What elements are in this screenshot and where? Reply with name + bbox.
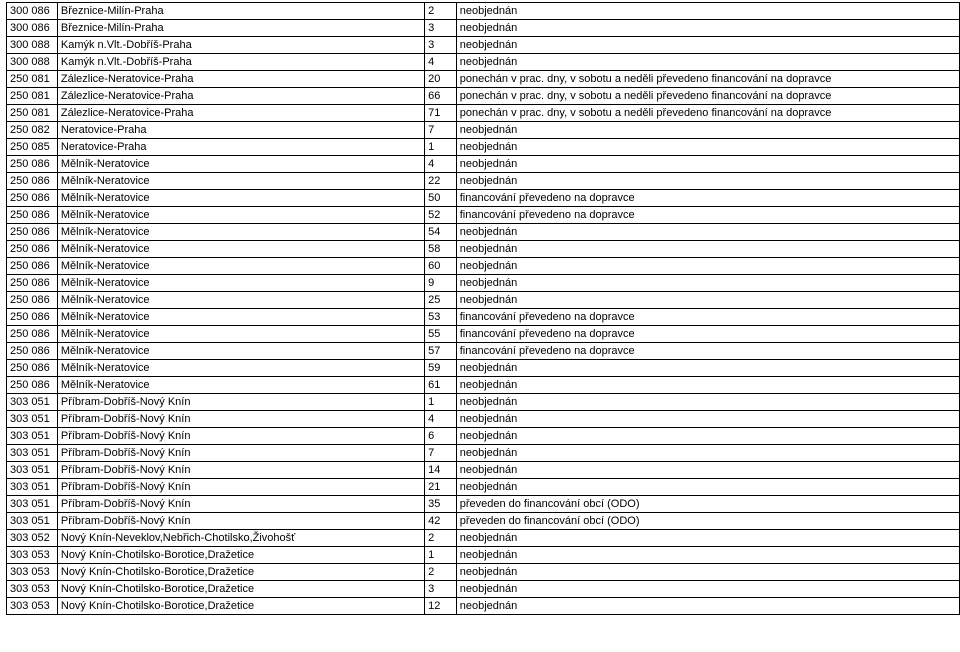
status-cell: neobjednán <box>456 37 959 54</box>
status-cell: neobjednán <box>456 54 959 71</box>
status-cell: financování převedeno na dopravce <box>456 190 959 207</box>
connection-number-cell: 60 <box>425 258 457 275</box>
status-cell: neobjednán <box>456 3 959 20</box>
status-cell: neobjednán <box>456 462 959 479</box>
line-number-cell: 250 086 <box>7 309 58 326</box>
line-number-cell: 303 051 <box>7 513 58 530</box>
table-row <box>7 411 960 428</box>
route-cell: Mělník-Neratovice <box>57 190 424 207</box>
line-number-cell: 300 088 <box>7 54 58 71</box>
line-number-cell: 303 053 <box>7 564 58 581</box>
status-cell: neobjednán <box>456 20 959 37</box>
status-cell: neobjednán <box>456 360 959 377</box>
status-cell: neobjednán <box>456 377 959 394</box>
route-cell: Nový Knín-Chotilsko-Borotice,Dražetice <box>57 547 424 564</box>
route-cell: Nový Knín-Chotilsko-Borotice,Dražetice <box>57 564 424 581</box>
status-cell: neobjednán <box>456 428 959 445</box>
table-row <box>7 581 960 598</box>
line-number-cell: 303 053 <box>7 581 58 598</box>
connection-number-cell: 59 <box>425 360 457 377</box>
route-cell: Mělník-Neratovice <box>57 360 424 377</box>
connection-number-cell: 7 <box>425 122 457 139</box>
status-cell: neobjednán <box>456 394 959 411</box>
connection-number-cell: 57 <box>425 343 457 360</box>
route-cell: Mělník-Neratovice <box>57 224 424 241</box>
table-row <box>7 377 960 394</box>
connection-number-cell: 25 <box>425 292 457 309</box>
route-cell: Mělník-Neratovice <box>57 258 424 275</box>
table-row <box>7 564 960 581</box>
connection-number-cell: 1 <box>425 547 457 564</box>
route-cell: Zálezlice-Neratovice-Praha <box>57 105 424 122</box>
status-cell: neobjednán <box>456 445 959 462</box>
route-cell: Nový Knín-Chotilsko-Borotice,Dražetice <box>57 598 424 615</box>
line-number-cell: 303 053 <box>7 547 58 564</box>
status-cell: neobjednán <box>456 598 959 615</box>
connection-number-cell: 58 <box>425 241 457 258</box>
line-number-cell: 300 088 <box>7 37 58 54</box>
route-cell: Zálezlice-Neratovice-Praha <box>57 71 424 88</box>
connection-number-cell: 35 <box>425 496 457 513</box>
route-cell: Neratovice-Praha <box>57 122 424 139</box>
connection-number-cell: 61 <box>425 377 457 394</box>
connection-number-cell: 6 <box>425 428 457 445</box>
line-number-cell: 250 081 <box>7 88 58 105</box>
connection-number-cell: 53 <box>425 309 457 326</box>
connection-number-cell: 3 <box>425 581 457 598</box>
table-row <box>7 3 960 20</box>
route-cell: Mělník-Neratovice <box>57 343 424 360</box>
table-row <box>7 173 960 190</box>
line-number-cell: 303 051 <box>7 428 58 445</box>
status-cell: ponechán v prac. dny, v sobotu a neděli převedeno financování na dopravce <box>456 105 959 122</box>
line-number-cell: 250 086 <box>7 360 58 377</box>
line-number-cell: 250 086 <box>7 258 58 275</box>
line-number-cell: 303 051 <box>7 479 58 496</box>
status-cell: neobjednán <box>456 139 959 156</box>
connection-number-cell: 52 <box>425 207 457 224</box>
table-row <box>7 156 960 173</box>
route-cell: Mělník-Neratovice <box>57 173 424 190</box>
line-number-cell: 250 086 <box>7 377 58 394</box>
connection-number-cell: 20 <box>425 71 457 88</box>
connection-number-cell: 12 <box>425 598 457 615</box>
connection-number-cell: 9 <box>425 275 457 292</box>
route-cell: Březnice-Milín-Praha <box>57 3 424 20</box>
line-number-cell: 250 086 <box>7 241 58 258</box>
route-cell: Příbram-Dobříš-Nový Knín <box>57 445 424 462</box>
status-cell: neobjednán <box>456 173 959 190</box>
table-row <box>7 292 960 309</box>
connection-number-cell: 22 <box>425 173 457 190</box>
connection-number-cell: 4 <box>425 411 457 428</box>
table-row <box>7 105 960 122</box>
line-number-cell: 250 086 <box>7 207 58 224</box>
status-cell: neobjednán <box>456 479 959 496</box>
route-cell: Mělník-Neratovice <box>57 292 424 309</box>
line-number-cell: 250 086 <box>7 343 58 360</box>
route-cell: Kamýk n.Vlt.-Dobříš-Praha <box>57 54 424 71</box>
connection-number-cell: 4 <box>425 54 457 71</box>
status-cell: neobjednán <box>456 292 959 309</box>
line-number-cell: 250 086 <box>7 190 58 207</box>
table-row <box>7 428 960 445</box>
status-cell: neobjednán <box>456 564 959 581</box>
route-cell: Mělník-Neratovice <box>57 377 424 394</box>
table-row <box>7 190 960 207</box>
line-number-cell: 300 086 <box>7 20 58 37</box>
connection-number-cell: 1 <box>425 394 457 411</box>
table-row <box>7 37 960 54</box>
route-cell: Mělník-Neratovice <box>57 241 424 258</box>
route-cell: Březnice-Milín-Praha <box>57 20 424 37</box>
line-number-cell: 303 052 <box>7 530 58 547</box>
table-row <box>7 54 960 71</box>
route-cell: Příbram-Dobříš-Nový Knín <box>57 513 424 530</box>
status-cell: neobjednán <box>456 275 959 292</box>
status-cell: financování převedeno na dopravce <box>456 207 959 224</box>
table-row <box>7 88 960 105</box>
table-row <box>7 258 960 275</box>
connection-number-cell: 50 <box>425 190 457 207</box>
line-number-cell: 303 051 <box>7 411 58 428</box>
status-cell: neobjednán <box>456 530 959 547</box>
status-cell: ponechán v prac. dny, v sobotu a neděli převedeno financování na dopravce <box>456 88 959 105</box>
route-cell: Mělník-Neratovice <box>57 207 424 224</box>
connection-number-cell: 55 <box>425 326 457 343</box>
line-number-cell: 250 086 <box>7 173 58 190</box>
connection-number-cell: 71 <box>425 105 457 122</box>
status-cell: neobjednán <box>456 547 959 564</box>
line-number-cell: 303 051 <box>7 394 58 411</box>
table-row <box>7 139 960 156</box>
table-row <box>7 598 960 615</box>
line-number-cell: 303 051 <box>7 445 58 462</box>
connection-number-cell: 1 <box>425 139 457 156</box>
connection-number-cell: 14 <box>425 462 457 479</box>
status-cell: převeden do financování obcí (ODO) <box>456 496 959 513</box>
connection-number-cell: 7 <box>425 445 457 462</box>
table-row <box>7 224 960 241</box>
table-row <box>7 275 960 292</box>
connection-number-cell: 2 <box>425 530 457 547</box>
status-cell: financování převedeno na dopravce <box>456 309 959 326</box>
line-number-cell: 303 053 <box>7 598 58 615</box>
route-cell: Mělník-Neratovice <box>57 275 424 292</box>
route-cell: Mělník-Neratovice <box>57 309 424 326</box>
connection-number-cell: 66 <box>425 88 457 105</box>
line-number-cell: 250 082 <box>7 122 58 139</box>
table-row <box>7 445 960 462</box>
route-cell: Příbram-Dobříš-Nový Knín <box>57 428 424 445</box>
table-body <box>7 3 960 615</box>
status-cell: neobjednán <box>456 241 959 258</box>
table-row <box>7 479 960 496</box>
table-row <box>7 71 960 88</box>
table-row <box>7 122 960 139</box>
route-cell: Příbram-Dobříš-Nový Knín <box>57 462 424 479</box>
connection-number-cell: 21 <box>425 479 457 496</box>
connection-number-cell: 4 <box>425 156 457 173</box>
line-number-cell: 303 051 <box>7 462 58 479</box>
table-row <box>7 241 960 258</box>
table-row <box>7 326 960 343</box>
line-number-cell: 250 086 <box>7 326 58 343</box>
table-row <box>7 343 960 360</box>
route-cell: Mělník-Neratovice <box>57 156 424 173</box>
route-cell: Zálezlice-Neratovice-Praha <box>57 88 424 105</box>
status-cell: neobjednán <box>456 581 959 598</box>
route-cell: Nový Knín-Chotilsko-Borotice,Dražetice <box>57 581 424 598</box>
table-row <box>7 394 960 411</box>
line-number-cell: 250 081 <box>7 71 58 88</box>
status-cell: převeden do financování obcí (ODO) <box>456 513 959 530</box>
connection-number-cell: 42 <box>425 513 457 530</box>
connection-number-cell: 54 <box>425 224 457 241</box>
status-cell: financování převedeno na dopravce <box>456 326 959 343</box>
route-cell: Kamýk n.Vlt.-Dobříš-Praha <box>57 37 424 54</box>
connection-number-cell: 3 <box>425 20 457 37</box>
status-cell: neobjednán <box>456 122 959 139</box>
table-row <box>7 547 960 564</box>
table-row <box>7 513 960 530</box>
table-row <box>7 360 960 377</box>
table-row <box>7 20 960 37</box>
route-cell: Nový Knín-Neveklov,Nebřich-Chotilsko,Živohošť <box>57 530 424 547</box>
line-number-cell: 250 081 <box>7 105 58 122</box>
route-cell: Příbram-Dobříš-Nový Knín <box>57 411 424 428</box>
line-number-cell: 250 085 <box>7 139 58 156</box>
table-row <box>7 530 960 547</box>
status-cell: neobjednán <box>456 224 959 241</box>
route-cell: Neratovice-Praha <box>57 139 424 156</box>
route-cell: Příbram-Dobříš-Nový Knín <box>57 394 424 411</box>
table-row <box>7 462 960 479</box>
line-number-cell: 303 051 <box>7 496 58 513</box>
line-number-cell: 300 086 <box>7 3 58 20</box>
status-cell: neobjednán <box>456 258 959 275</box>
status-cell: neobjednán <box>456 411 959 428</box>
connection-number-cell: 2 <box>425 3 457 20</box>
line-number-cell: 250 086 <box>7 224 58 241</box>
line-number-cell: 250 086 <box>7 292 58 309</box>
connections-table <box>6 2 960 615</box>
route-cell: Příbram-Dobříš-Nový Knín <box>57 496 424 513</box>
table-row <box>7 496 960 513</box>
line-number-cell: 250 086 <box>7 275 58 292</box>
route-cell: Mělník-Neratovice <box>57 326 424 343</box>
table-row <box>7 309 960 326</box>
status-cell: neobjednán <box>456 156 959 173</box>
status-cell: ponechán v prac. dny, v sobotu a neděli převedeno financování na dopravce <box>456 71 959 88</box>
route-cell: Příbram-Dobříš-Nový Knín <box>57 479 424 496</box>
status-cell: financování převedeno na dopravce <box>456 343 959 360</box>
connection-number-cell: 3 <box>425 37 457 54</box>
table-row <box>7 207 960 224</box>
line-number-cell: 250 086 <box>7 156 58 173</box>
connection-number-cell: 2 <box>425 564 457 581</box>
